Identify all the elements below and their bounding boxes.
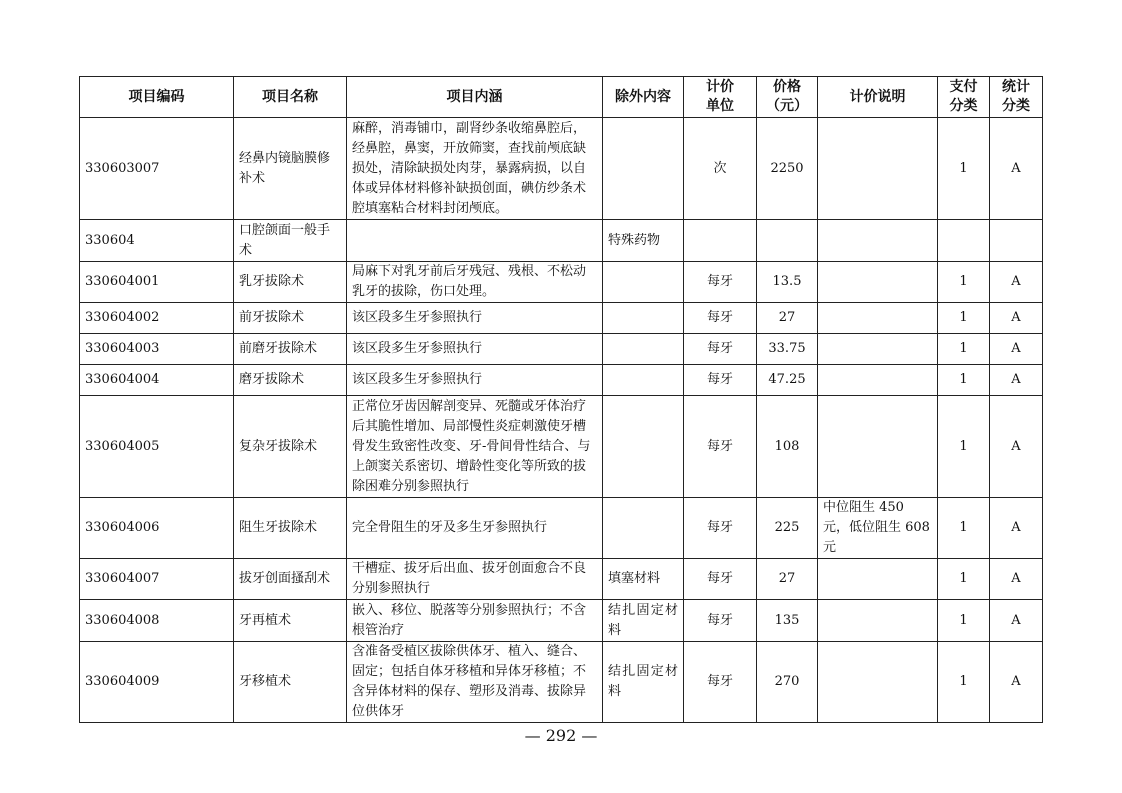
cell-price: 225 bbox=[757, 498, 818, 559]
cell-note bbox=[818, 262, 938, 303]
cell-price: 108 bbox=[757, 396, 818, 498]
cell-excluded bbox=[603, 396, 684, 498]
table-row bbox=[80, 396, 1043, 498]
cell-stat: A bbox=[990, 396, 1043, 498]
cell-price: 33.75 bbox=[757, 334, 818, 365]
header-stat-line1: 统计 bbox=[1002, 79, 1030, 95]
cell-unit: 每牙 bbox=[684, 642, 757, 723]
header-pay-line1: 支付 bbox=[949, 79, 978, 95]
cell-note bbox=[818, 118, 938, 220]
cell-code: 330604002 bbox=[80, 303, 234, 334]
cell-name: 磨牙拔除术 bbox=[234, 365, 347, 396]
cell-pay bbox=[938, 220, 990, 262]
cell-code: 330604008 bbox=[80, 600, 234, 642]
cell-excluded: 填塞材料 bbox=[603, 559, 684, 600]
cell-name: 口腔颌面一般手术 bbox=[234, 220, 347, 262]
cell-excluded bbox=[603, 334, 684, 365]
cell-note bbox=[818, 220, 938, 262]
cell-name: 复杂牙拔除术 bbox=[234, 396, 347, 498]
cell-price: 27 bbox=[757, 303, 818, 334]
cell-code: 330604 bbox=[80, 220, 234, 262]
cell-stat: A bbox=[990, 600, 1043, 642]
cell-stat bbox=[990, 220, 1043, 262]
cell-note bbox=[818, 334, 938, 365]
header-row bbox=[80, 77, 1043, 118]
cell-excluded: 特殊药物 bbox=[603, 220, 684, 262]
cell-unit: 每牙 bbox=[684, 365, 757, 396]
cell-stat: A bbox=[990, 642, 1043, 723]
cell-pay: 1 bbox=[938, 334, 990, 365]
cell-code: 330604005 bbox=[80, 396, 234, 498]
cell-unit: 每牙 bbox=[684, 303, 757, 334]
cell-unit: 每牙 bbox=[684, 262, 757, 303]
cell-excluded bbox=[603, 365, 684, 396]
cell-note bbox=[818, 642, 938, 723]
header-unit bbox=[684, 77, 757, 118]
cell-note bbox=[818, 365, 938, 396]
cell-note: 中位阻生 450 元，低位阻生 608 元 bbox=[818, 498, 938, 559]
cell-code: 330604004 bbox=[80, 365, 234, 396]
cell-unit: 每牙 bbox=[684, 334, 757, 365]
cell-content: 正常位牙齿因解剖变异、死髓或牙体治疗后其脆性增加、局部慢性炎症刺激使牙槽骨发生致密性改变、牙-骨间骨性结合、与上颌窦关系密切、增龄性变化等所致的拔除困难分别参照执行 bbox=[347, 396, 603, 498]
header-content: 项目内涵 bbox=[347, 77, 603, 118]
table-row bbox=[80, 498, 1043, 559]
cell-pay: 1 bbox=[938, 642, 990, 723]
header-stat-line2: 分类 bbox=[1002, 98, 1030, 114]
cell-name: 牙再植术 bbox=[234, 600, 347, 642]
cell-content: 该区段多生牙参照执行 bbox=[347, 334, 603, 365]
table-row bbox=[80, 642, 1043, 723]
cell-content: 含准备受植区拔除供体牙、植入、缝合、固定；包括自体牙移植和异体牙移植；不含异体材料的保存、塑形及消毒、拔除异位供体牙 bbox=[347, 642, 603, 723]
table-row bbox=[80, 600, 1043, 642]
cell-stat: A bbox=[990, 303, 1043, 334]
cell-price bbox=[757, 220, 818, 262]
header-code: 项目编码 bbox=[80, 77, 234, 118]
header-unit-line2: 单位 bbox=[706, 98, 734, 114]
table-row bbox=[80, 559, 1043, 600]
table-row bbox=[80, 262, 1043, 303]
cell-code: 330604003 bbox=[80, 334, 234, 365]
cell-excluded: 结扎固定材料 bbox=[603, 642, 684, 723]
cell-content: 局麻下对乳牙前后牙残冠、残根、不松动乳牙的拔除，伤口处理。 bbox=[347, 262, 603, 303]
cell-name: 牙移植术 bbox=[234, 642, 347, 723]
cell-name: 乳牙拔除术 bbox=[234, 262, 347, 303]
cell-name: 拔牙创面搔刮术 bbox=[234, 559, 347, 600]
table-row bbox=[80, 118, 1043, 220]
price-table bbox=[79, 76, 1043, 723]
cell-unit: 次 bbox=[684, 118, 757, 220]
header-price-line2: （元） bbox=[766, 98, 808, 114]
cell-pay: 1 bbox=[938, 498, 990, 559]
cell-pay: 1 bbox=[938, 365, 990, 396]
cell-name: 前牙拔除术 bbox=[234, 303, 347, 334]
cell-excluded bbox=[603, 498, 684, 559]
cell-unit: 每牙 bbox=[684, 498, 757, 559]
cell-price: 135 bbox=[757, 600, 818, 642]
cell-unit: 每牙 bbox=[684, 559, 757, 600]
cell-note bbox=[818, 303, 938, 334]
cell-content: 干槽症、拔牙后出血、拔牙创面愈合不良分别参照执行 bbox=[347, 559, 603, 600]
cell-unit: 每牙 bbox=[684, 396, 757, 498]
cell-pay: 1 bbox=[938, 118, 990, 220]
table-row bbox=[80, 303, 1043, 334]
header-unit-line1: 计价 bbox=[706, 79, 734, 95]
cell-price: 2250 bbox=[757, 118, 818, 220]
cell-pay: 1 bbox=[938, 262, 990, 303]
cell-note bbox=[818, 559, 938, 600]
cell-price: 270 bbox=[757, 642, 818, 723]
cell-name: 前磨牙拔除术 bbox=[234, 334, 347, 365]
cell-note bbox=[818, 600, 938, 642]
header-price bbox=[757, 77, 818, 118]
cell-stat: A bbox=[990, 334, 1043, 365]
header-pay bbox=[938, 77, 990, 118]
header-name: 项目名称 bbox=[234, 77, 347, 118]
cell-pay: 1 bbox=[938, 303, 990, 334]
cell-content bbox=[347, 220, 603, 262]
cell-price: 13.5 bbox=[757, 262, 818, 303]
cell-price: 47.25 bbox=[757, 365, 818, 396]
cell-content: 完全骨阻生的牙及多生牙参照执行 bbox=[347, 498, 603, 559]
cell-code: 330604007 bbox=[80, 559, 234, 600]
header-price-line1: 价格 bbox=[773, 79, 801, 95]
cell-unit: 每牙 bbox=[684, 600, 757, 642]
cell-stat: A bbox=[990, 365, 1043, 396]
table-row bbox=[80, 365, 1043, 396]
header-pay-line2: 分类 bbox=[949, 98, 978, 114]
header-excluded: 除外内容 bbox=[603, 77, 684, 118]
cell-code: 330604001 bbox=[80, 262, 234, 303]
cell-excluded: 结扎固定材料 bbox=[603, 600, 684, 642]
cell-excluded bbox=[603, 262, 684, 303]
cell-pay: 1 bbox=[938, 600, 990, 642]
cell-content: 该区段多生牙参照执行 bbox=[347, 303, 603, 334]
cell-code: 330604006 bbox=[80, 498, 234, 559]
cell-content: 该区段多生牙参照执行 bbox=[347, 365, 603, 396]
cell-name: 经鼻内镜脑膜修补术 bbox=[234, 118, 347, 220]
cell-content: 嵌入、移位、脱落等分别参照执行；不含根管治疗 bbox=[347, 600, 603, 642]
cell-excluded bbox=[603, 303, 684, 334]
cell-code: 330604009 bbox=[80, 642, 234, 723]
header-stat bbox=[990, 77, 1043, 118]
cell-name: 阻生牙拔除术 bbox=[234, 498, 347, 559]
header-note: 计价说明 bbox=[818, 77, 938, 118]
cell-stat: A bbox=[990, 262, 1043, 303]
table-row bbox=[80, 334, 1043, 365]
cell-stat: A bbox=[990, 498, 1043, 559]
cell-code: 330603007 bbox=[80, 118, 234, 220]
cell-excluded bbox=[603, 118, 684, 220]
cell-stat: A bbox=[990, 559, 1043, 600]
cell-content: 麻醉，消毒铺巾，副肾纱条收缩鼻腔后，经鼻腔，鼻窦，开放筛窦，查找前颅底缺损处，清除缺损处肉芽，暴露病损，以自体或异体材料修补缺损创面，碘仿纱条术腔填塞粘合材料封闭颅底。 bbox=[347, 118, 603, 220]
cell-pay: 1 bbox=[938, 559, 990, 600]
cell-pay: 1 bbox=[938, 396, 990, 498]
page-number: — 292 — bbox=[524, 726, 598, 745]
cell-price: 27 bbox=[757, 559, 818, 600]
cell-note bbox=[818, 396, 938, 498]
cell-stat: A bbox=[990, 118, 1043, 220]
table-row bbox=[80, 220, 1043, 262]
cell-unit bbox=[684, 220, 757, 262]
